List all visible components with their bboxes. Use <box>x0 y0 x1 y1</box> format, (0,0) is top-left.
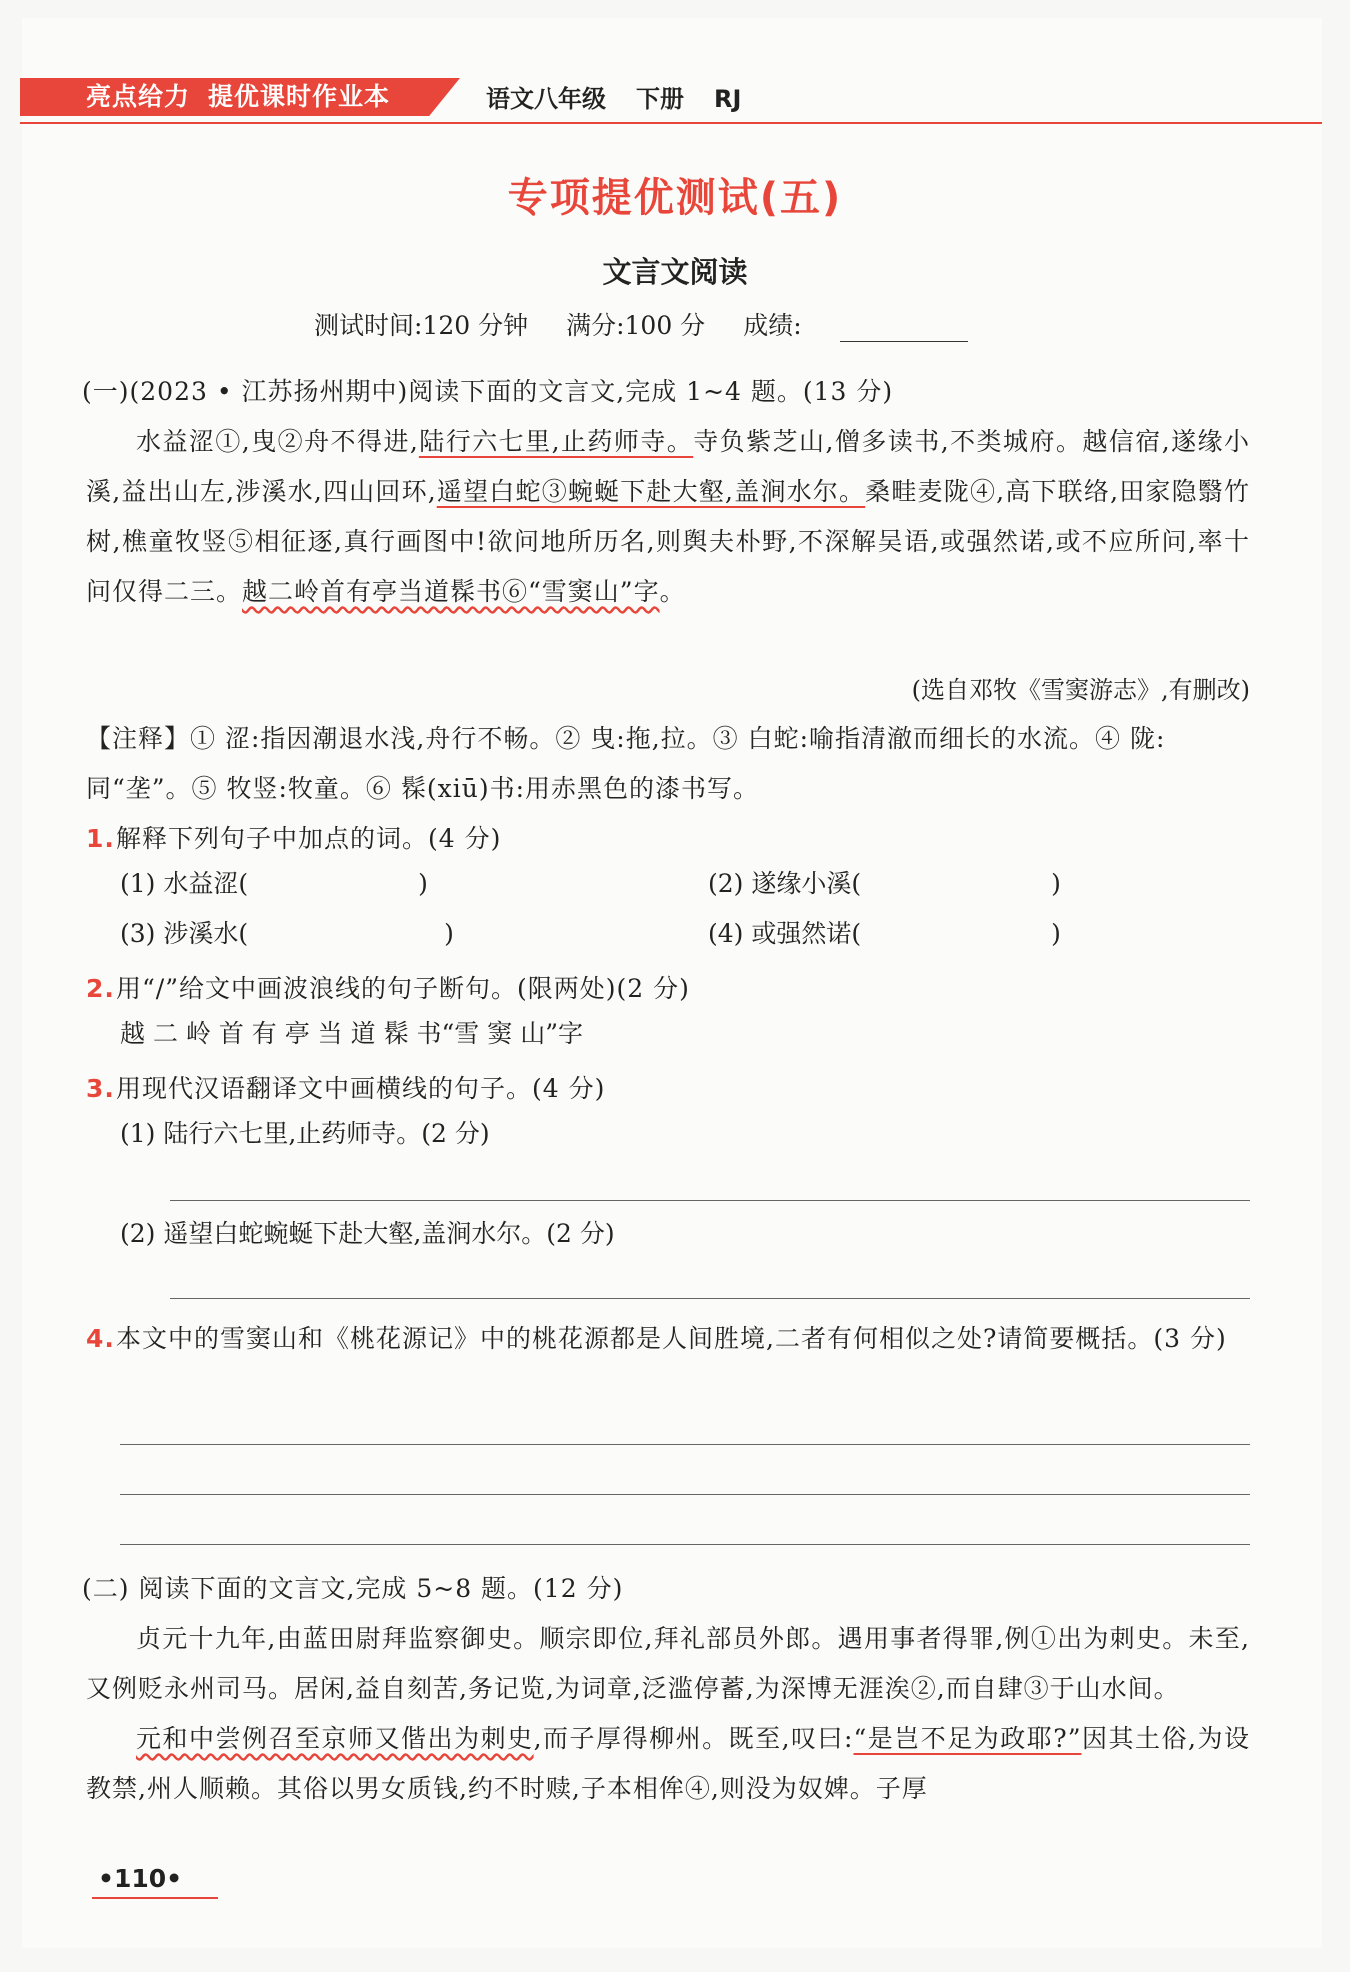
question-1 <box>86 814 1250 864</box>
q1-item-label: (2) 遂缘小溪( <box>708 869 862 898</box>
q1-item-label: (4) 或强然诺( <box>708 919 862 948</box>
answer-line[interactable] <box>120 1494 1250 1495</box>
underlined-sentence-2: 遥望白蛇③蜿蜒下赴大壑,盖涧水尔。 <box>436 477 866 506</box>
underlined-quote: “是岂不足为政耶?” <box>853 1724 1082 1753</box>
section2 <box>82 1564 1250 1814</box>
q2-sentence: 越 二 岭 首 有 亭 当 道 髹 书“雪 窦 山”字 <box>120 1019 583 1048</box>
grade-blank[interactable] <box>840 319 968 342</box>
q1-item-close: ) <box>1051 919 1061 948</box>
underlined-sentence-1: 陆行六七里,止药师寺。 <box>418 427 694 456</box>
subject-grade: 语文八年级 <box>486 85 606 113</box>
test-time: 测试时间:120 分钟 <box>314 311 529 340</box>
passage-text: 寺负紫芝山,僧多读书,不类城府。越信宿,遂缘小溪,益出山左,涉溪水,四山回环, <box>86 427 1250 506</box>
q3-text: 用现代汉语翻译文中画横线的句子。(4 分) <box>116 1074 606 1103</box>
q3-item-2: (2) 遥望白蛇蜿蜒下赴大壑,盖涧水尔。(2 分) <box>120 1219 615 1248</box>
header-brand <box>86 78 390 116</box>
answer-line[interactable] <box>120 1544 1250 1545</box>
q1-item-2 <box>708 864 1061 900</box>
q1-number: 1. <box>86 824 115 853</box>
series-name: 提优课时作业本 <box>208 82 391 111</box>
q2-number: 2. <box>86 974 115 1003</box>
passage-text: 水益涩①,曳②舟不得进, <box>136 427 419 456</box>
grade-label: 成绩: <box>743 311 802 340</box>
q1-item-close: ) <box>1051 869 1061 898</box>
q1-item-label: (1) 水益涩( <box>120 869 249 898</box>
question-3 <box>86 1064 1250 1114</box>
section1-passage <box>86 417 1250 617</box>
section2-para-1: 贞元十九年,由蓝田尉拜监察御史。顺宗即位,拜礼部员外郎。遇用事者得罪,例①出为刺史。未至,又例贬永州司马。居闲,益自刻苦,务记览,为词章,泛滥停蓄,为深博无涯涘②,而自肆③于山水间。 <box>86 1624 1250 1703</box>
section2-para-2 <box>86 1714 1250 1814</box>
page-title: 专项提优测试(五) <box>507 175 843 221</box>
q1-item-close: ) <box>444 919 454 948</box>
page-number-rule <box>92 1897 218 1899</box>
header-rule <box>20 122 1322 124</box>
header-info <box>486 80 771 118</box>
test-meta <box>314 306 968 342</box>
q1-item-3 <box>120 914 454 950</box>
edition: RJ <box>714 85 742 113</box>
q3-item-1: (1) 陆行六七里,止药师寺。(2 分) <box>120 1119 490 1148</box>
passage-text: 桑畦麦陇④,高下联络,田家隐翳竹树,樵童牧竖⑤相征逐,真行画图中!欲问地所历名,则舆夫朴野,不深解吴语,或强然诺,或不应所问,率十问仅得二三。 <box>86 477 1250 606</box>
section2-heading: (二) 阅读下面的文言文,完成 5~8 题。(12 分) <box>82 1574 624 1603</box>
q1-item-4 <box>708 914 1061 950</box>
q2-text: 用“/”给文中画波浪线的句子断句。(限两处)(2 分) <box>116 974 690 1003</box>
question-2 <box>86 964 1250 1014</box>
q1-item-close: ) <box>418 869 428 898</box>
notes: 【注释】① 涩:指因潮退水浅,舟行不畅。② 曳:拖,拉。③ 白蛇:喻指清澈而细长的水流。④ 陇:同“垄”。⑤ 牧竖:牧童。⑥ 髹(xiū)书:用赤黑色的漆书写。 <box>86 724 1166 803</box>
full-score: 满分:100 分 <box>566 311 706 340</box>
q4-text: 本文中的雪窦山和《桃花源记》中的桃花源都是人间胜境,二者有何相似之处?请简要概括。(3 分) <box>116 1324 1227 1353</box>
q1-item-1 <box>120 864 428 900</box>
passage-text: 因其土俗,为设教禁,州人顺赖。其俗以男女质钱,约不时赎,子本相侔④,则没为奴婢。子厚 <box>86 1724 1250 1803</box>
q3-number: 3. <box>86 1074 115 1103</box>
page-number: •110• <box>98 1864 183 1893</box>
answer-line[interactable] <box>120 1444 1250 1445</box>
q1-text: 解释下列句子中加点的词。(4 分) <box>116 824 502 853</box>
brand-name: 亮点给力 <box>86 82 191 111</box>
passage-text: ,而子厚得柳州。既至,叹曰: <box>533 1724 854 1753</box>
page-subtitle: 文言文阅读 <box>602 255 748 289</box>
passage-source: (选自邓牧《雪窦游志》,有删改) <box>911 676 1250 704</box>
passage-text: 。 <box>659 577 686 606</box>
q1-item-label: (3) 涉溪水( <box>120 919 249 948</box>
question-4 <box>86 1314 1250 1364</box>
q4-number: 4. <box>86 1324 115 1353</box>
volume: 下册 <box>636 85 684 113</box>
answer-line[interactable] <box>170 1298 1250 1299</box>
answer-line[interactable] <box>170 1200 1250 1201</box>
wavy-sentence: 元和中尝例召至京师又偕出为刺史 <box>136 1724 534 1753</box>
wavy-sentence: 越二岭首有亭当道髹书⑥“雪窦山”字 <box>242 577 660 606</box>
section1-heading: (一)(2023 • 江苏扬州期中)阅读下面的文言文,完成 1~4 题。(13 分) <box>82 377 894 406</box>
section1 <box>82 367 1250 617</box>
